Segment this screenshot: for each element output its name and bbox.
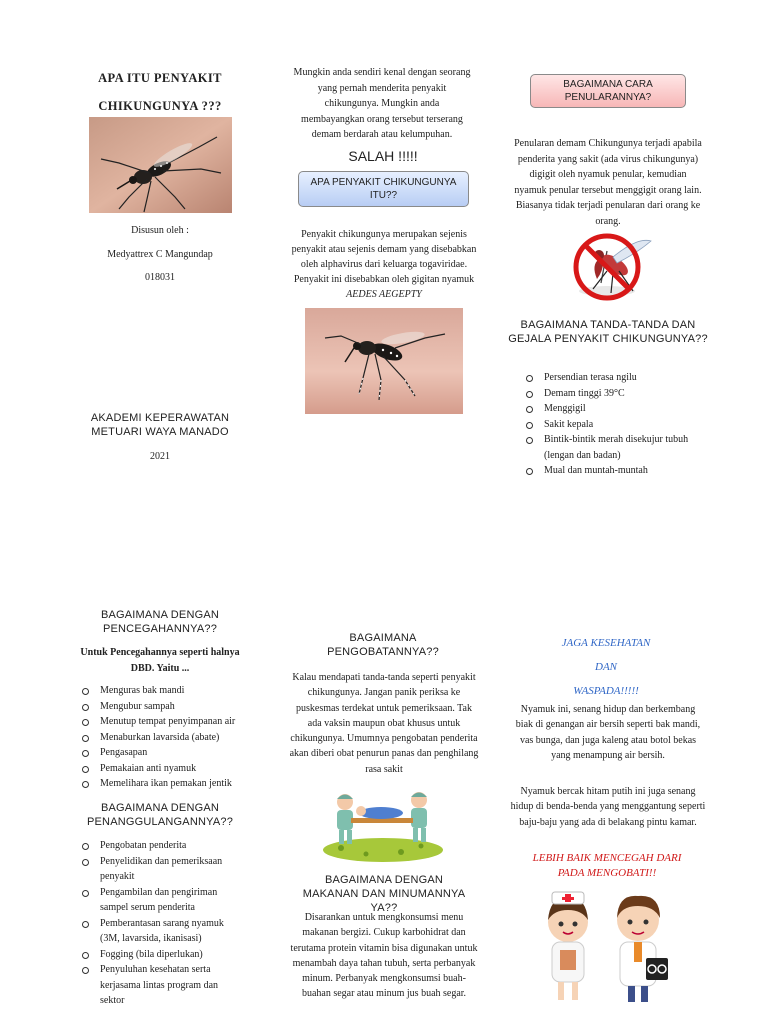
author-label: Disusun oleh : xyxy=(131,225,189,236)
list-item: Fogging (bila diperlukan) xyxy=(78,947,238,963)
food-heading: BAGAIMANA DENGAN MAKANAN DAN MINUMANNYA YA?? xyxy=(302,874,466,914)
habitat-text-2: Nyamuk bercak hitam putih ini juga senang hidup di benda-benda yang menggantung seperti baju-baju yang ada di belakang pintu kamar. xyxy=(510,786,706,828)
list-item: Demam tinggi 39°C xyxy=(522,386,694,402)
stretcher-illustration xyxy=(321,780,445,864)
list-item: Pemberantasan sarang nyamuk (3M, lavarsida, ikanisasi) xyxy=(78,916,238,947)
doctors-illustration xyxy=(530,888,686,1006)
what-is-body: Penyakit chikungunya merupakan sejenis penyakit atau sejenis demam yang disebabkan oleh alphavirus dari keluarga togaviridae. Penyakit ini disebabkan oleh gigitan nyamuk xyxy=(291,229,477,285)
slogan-line-3: WASPADA!!!!! xyxy=(573,685,639,697)
species-name: AEDES AEGEPTY xyxy=(346,289,422,300)
symptoms-list xyxy=(522,370,694,479)
list-item: Menggigil xyxy=(522,401,694,417)
no-mosquito-icon xyxy=(541,231,673,309)
treatment-text: Kalau mendapati tanda-tanda seperti penyakit chikungunya. Jangan panik periksa ke puskesmas terdekat untuk pemeriksaan. Tak ada vaksin maupun obat khusus untuk chikungunya. Umumnya pengobatan penderita akan diberi obat penurun panas dan penghilang rasa sakit xyxy=(289,672,479,775)
symptoms-heading: BAGAIMANA TANDA-TANDA DAN GEJALA PENYAKIT CHIKUNGUNYA?? xyxy=(508,319,708,345)
intro-text: Mungkin anda sendiri kenal dengan seorang yang pernah menderita penyakit chikungunya. Mungkin anda membayangkan orang tersebut terserang demam berdarah atau kelumpuhan. xyxy=(293,67,471,140)
list-item: Menaburkan lavarsida (abate) xyxy=(78,730,258,746)
list-item: Pemakaian anti nyamuk xyxy=(78,761,258,777)
list-item: Penyuluhan kesehatan serta kerjasama lintas program dan sektor xyxy=(78,962,238,1009)
transmission-box: BAGAIMANA CARA PENULARANNYA? xyxy=(530,74,686,108)
mosquito-photo-2 xyxy=(305,308,463,414)
what-is-text xyxy=(290,227,478,302)
institution-line-1: AKADEMI KEPERAWATAN xyxy=(90,412,230,424)
list-item: Menutup tempat penyimpanan air xyxy=(78,714,258,730)
list-item: Mengubur sampah xyxy=(78,699,258,715)
prevention-intro: Untuk Pencegahannya seperti halnya DBD. Yaitu ... xyxy=(80,647,240,674)
what-is-box: APA PENYAKIT CHIKUNGUNYA ITU?? xyxy=(298,171,469,207)
closing-slogan: LEBIH BAIK MENCEGAH DARI PADA MENGOBATI!! xyxy=(532,852,682,879)
list-item: Menguras bak mandi xyxy=(78,683,258,699)
salah-text: SALAH !!!!! xyxy=(348,148,418,164)
slogan xyxy=(520,631,692,703)
prevention-heading: BAGAIMANA DENGAN PENCEGAHANNYA?? xyxy=(100,609,220,635)
list-item: Penyelidikan dan pemeriksaan penyakit xyxy=(78,854,238,885)
list-item: Pengambilan dan pengiriman sampel serum penderita xyxy=(78,885,238,916)
institution xyxy=(60,411,260,439)
food-text: Disarankan untuk mengkonsumsi menu makanan bergizi. Cukup karbohidrat dan terutama protein vitamin bisa digunakan untuk menambah daya tahan tubuh, serta perbanyak minum. Perbanyak mengkonsumsi buah-buahan segar atau minum jus buah segar. xyxy=(290,912,478,1000)
author-name: Medyattrex C Mangundap xyxy=(107,249,213,260)
control-list xyxy=(78,838,238,1009)
mosquito-photo-1 xyxy=(89,117,232,213)
title-line-1: APA ITU PENYAKIT xyxy=(98,71,222,85)
list-item: Pengobatan penderita xyxy=(78,838,238,854)
slogan-line-1: JAGA KESEHATAN xyxy=(561,637,651,649)
list-item: Bintik-bintik merah disekujur tubuh (lengan dan badan) xyxy=(522,432,694,463)
list-item: Mual dan muntah-muntah xyxy=(522,463,694,479)
author-id: 018031 xyxy=(145,272,175,283)
habitat-text-1: Nyamuk ini, senang hidup dan berkembang biak di genangan air bersih seperti bak mandi, vas bunga, dan juga kaleng atau botol bekas yang menampung air bersih. xyxy=(515,704,701,761)
list-item: Sakit kepala xyxy=(522,417,694,433)
slogan-line-2: DAN xyxy=(595,661,617,673)
institution-line-2: METUARI WAYA MANADO xyxy=(91,426,229,438)
title xyxy=(70,64,250,120)
title-line-2: CHIKUNGUNYA ??? xyxy=(98,99,222,113)
treatment-heading: BAGAIMANA PENGOBATANNYA?? xyxy=(327,632,439,658)
prevention-list xyxy=(78,683,258,792)
list-item: Pengasapan xyxy=(78,745,258,761)
list-item: Memelihara ikan pemakan jentik xyxy=(78,776,258,792)
list-item: Persendian terasa ngilu xyxy=(522,370,694,386)
transmission-text: Penularan demam Chikungunya terjadi apabila penderita yang sakit (ada virus chikungunya) digigit oleh nyamuk penular, kemudian nyamuk penular tersebut menggigit orang lain. Biasanya tidak terjadi penularan dari orang ke orang. xyxy=(514,138,702,227)
control-heading: BAGAIMANA DENGAN PENANGGULANGANNYA?? xyxy=(86,802,234,828)
year: 2021 xyxy=(150,451,170,462)
